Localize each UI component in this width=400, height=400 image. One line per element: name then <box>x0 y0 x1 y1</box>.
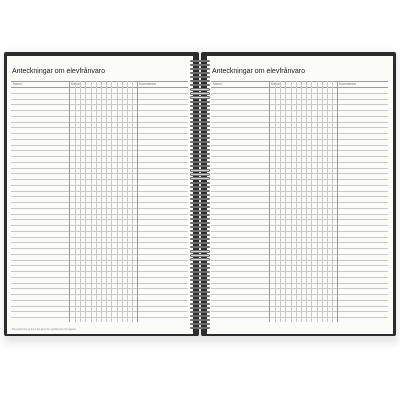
spiral-coil <box>190 295 210 297</box>
ruled-line <box>11 139 188 140</box>
grid-column-line <box>122 81 123 322</box>
ruled-line <box>11 179 188 180</box>
spiral-coil <box>190 186 210 188</box>
spiral-coil <box>190 153 210 155</box>
ruled-line <box>211 81 388 82</box>
grid-column-line <box>106 81 107 322</box>
spiral-coil <box>190 198 210 200</box>
ruled-line <box>211 237 388 238</box>
spiral-coil <box>190 88 210 90</box>
grid-column-line <box>317 81 318 322</box>
ruled-line <box>11 288 188 289</box>
ruled-line <box>211 168 388 169</box>
ruled-line <box>211 99 388 100</box>
ruled-line <box>211 110 388 111</box>
spiral-coil <box>190 319 210 321</box>
ruled-line <box>11 311 188 312</box>
spiral-coil <box>190 96 210 98</box>
left-col-datum: Datum <box>71 81 81 86</box>
grid-column-line <box>111 81 112 322</box>
ruled-line <box>11 283 188 284</box>
ruled-line <box>211 294 388 295</box>
ruled-line <box>211 317 388 318</box>
spiral-coil <box>190 291 210 293</box>
grid-column-line <box>91 81 92 322</box>
spiral-coil <box>190 121 210 123</box>
ruled-line <box>211 196 388 197</box>
left-page-title: Anteckningar om elevfrånvaro <box>12 68 105 75</box>
ruled-line <box>11 265 188 266</box>
ruled-line <box>11 202 188 203</box>
grid-column-line <box>280 81 281 322</box>
spiral-coil <box>190 238 210 240</box>
spiral-coil <box>190 92 210 94</box>
grid-column-line <box>101 81 102 322</box>
ruled-line <box>211 265 388 266</box>
ruled-line <box>11 242 188 243</box>
ruled-line <box>211 104 388 105</box>
ruled-line <box>211 214 388 215</box>
spiral-coil <box>190 287 210 289</box>
spiral-coil <box>190 68 210 70</box>
ruled-line <box>211 87 388 88</box>
ruled-line <box>11 208 188 209</box>
grid-column-line <box>75 81 76 322</box>
spiral-coil <box>190 149 210 151</box>
ruled-line <box>11 277 188 278</box>
ruled-line <box>11 225 188 226</box>
ruled-line <box>211 122 388 123</box>
spiral-coil <box>190 157 210 159</box>
ruled-line <box>11 162 188 163</box>
spiral-coil <box>190 242 210 244</box>
ruled-line <box>211 156 388 157</box>
spiral-coil <box>190 72 210 74</box>
spiral-coil <box>190 230 210 232</box>
ruled-line <box>211 116 388 117</box>
spiral-coil <box>190 177 210 179</box>
ruled-line <box>11 300 188 301</box>
ruled-line <box>211 219 388 220</box>
spiral-coil <box>190 275 210 277</box>
spiral-coil <box>190 283 210 285</box>
spiral-coil <box>190 105 210 107</box>
ruled-line <box>11 317 188 318</box>
ruled-line <box>211 133 388 134</box>
ruled-line <box>211 300 388 301</box>
ruled-line <box>11 248 188 249</box>
spiral-coil <box>190 246 210 248</box>
spiral-coil <box>190 315 210 317</box>
grid-column-line <box>306 81 307 322</box>
spiral-coil <box>190 169 210 171</box>
grid-column-line <box>291 81 292 322</box>
spiral-coil <box>190 190 210 192</box>
ruled-line <box>11 173 188 174</box>
spiral-coil <box>190 218 210 220</box>
ruled-line <box>211 179 388 180</box>
left-page-footer: På elevtimmar.se finns det även fler sjukfrånvaro till material <box>12 328 76 331</box>
left-page <box>7 56 193 334</box>
grid-column-line <box>80 81 81 322</box>
ruled-line <box>11 145 188 146</box>
spiral-binding-icon <box>186 60 214 332</box>
ruled-line <box>11 237 188 238</box>
left-col-kommentar: Kommentar <box>139 81 157 86</box>
ruled-line <box>211 93 388 94</box>
right-col-datum: Datum <box>271 81 281 86</box>
grid-column-line <box>301 81 302 322</box>
ruled-line <box>211 173 388 174</box>
grid-column-line <box>327 81 328 322</box>
spiral-coil <box>190 202 210 204</box>
spiral-coil <box>190 125 210 127</box>
grid-column-line <box>137 81 138 322</box>
grid-column-line <box>127 81 128 322</box>
spiral-coil <box>190 64 210 66</box>
ruled-line <box>11 219 188 220</box>
spiral-coil <box>190 222 210 224</box>
ruled-line <box>11 271 188 272</box>
ruled-line <box>11 116 188 117</box>
spiral-coil <box>190 303 210 305</box>
ruled-line <box>211 139 388 140</box>
spiral-coil <box>190 182 210 184</box>
ruled-line <box>11 110 188 111</box>
ruled-line <box>211 271 388 272</box>
spiral-coil <box>190 311 210 313</box>
spiral-coil <box>190 226 210 228</box>
spiral-coil <box>190 267 210 269</box>
spiral-coil <box>190 101 210 103</box>
ruled-line <box>211 225 388 226</box>
spiral-coil <box>190 113 210 115</box>
spiral-coil <box>190 165 210 167</box>
spiral-coil <box>190 299 210 301</box>
spiral-coil <box>190 84 210 86</box>
grid-column-line <box>96 81 97 322</box>
grid-column-line <box>269 81 270 322</box>
spiral-coil <box>190 234 210 236</box>
ruled-line <box>211 242 388 243</box>
ruled-line <box>11 294 188 295</box>
ruled-line <box>11 231 188 232</box>
grid-column-line <box>85 81 86 322</box>
ruled-line <box>11 150 188 151</box>
spiral-coil <box>190 206 210 208</box>
ruled-line <box>11 104 188 105</box>
ruled-line <box>211 185 388 186</box>
ruled-line <box>211 231 388 232</box>
ruled-line <box>11 93 188 94</box>
spiral-coil <box>190 258 210 260</box>
spiral-coil <box>190 210 210 212</box>
spiral-coil <box>190 173 210 175</box>
grid-column-line <box>332 81 333 322</box>
spiral-coil <box>190 137 210 139</box>
ruled-line <box>11 122 188 123</box>
spiral-coil <box>190 194 210 196</box>
spiral-coil <box>190 76 210 78</box>
grid-column-line <box>285 81 286 322</box>
ruled-line <box>11 87 188 88</box>
grid-column-line <box>296 81 297 322</box>
ruled-line <box>211 277 388 278</box>
ruled-line <box>211 283 388 284</box>
ruled-line <box>11 133 188 134</box>
ruled-line <box>211 306 388 307</box>
spiral-coil <box>190 133 210 135</box>
spiral-coil <box>190 327 210 329</box>
spiral-coil <box>190 279 210 281</box>
ruled-line <box>11 254 188 255</box>
spiral-coil <box>190 214 210 216</box>
left-page-grid <box>11 81 188 322</box>
ruled-line <box>11 260 188 261</box>
right-page <box>207 56 393 334</box>
ruled-line <box>211 162 388 163</box>
ruled-line <box>211 208 388 209</box>
spiral-coil <box>190 271 210 273</box>
ruled-line <box>211 311 388 312</box>
ruled-line <box>11 156 188 157</box>
ruled-line <box>11 168 188 169</box>
ruled-line <box>211 150 388 151</box>
spiral-coil <box>190 323 210 325</box>
right-col-kommentar: Kommentar <box>339 81 357 86</box>
spiral-coil <box>190 250 210 252</box>
grid-column-line <box>337 81 338 322</box>
ruled-line <box>11 99 188 100</box>
ruled-line <box>211 145 388 146</box>
right-page-title: Anteckningar om elevfrånvaro <box>212 68 305 75</box>
spiral-coil <box>190 109 210 111</box>
ruled-line <box>211 202 388 203</box>
ruled-line <box>11 127 188 128</box>
ruled-line <box>11 214 188 215</box>
spiral-coil <box>190 60 210 62</box>
spiral-coil <box>190 307 210 309</box>
spiral-coil <box>190 80 210 82</box>
spiral-coil <box>190 129 210 131</box>
ruled-line <box>11 306 188 307</box>
spiral-coil <box>190 161 210 163</box>
grid-column-line <box>311 81 312 322</box>
right-col-namn: Namn <box>213 81 222 86</box>
spiral-coil <box>190 254 210 256</box>
grid-column-line <box>322 81 323 322</box>
left-col-namn: Namn <box>13 81 22 86</box>
spiral-coil <box>190 141 210 143</box>
grid-column-line <box>69 81 70 322</box>
ruled-line <box>211 248 388 249</box>
spiral-coil <box>190 263 210 265</box>
grid-column-line <box>132 81 133 322</box>
right-page-grid <box>211 81 388 322</box>
ruled-line <box>211 288 388 289</box>
spiral-coil <box>190 145 210 147</box>
ruled-line <box>211 127 388 128</box>
grid-column-line <box>117 81 118 322</box>
ruled-line <box>11 185 188 186</box>
ruled-line <box>211 254 388 255</box>
ruled-line <box>11 191 188 192</box>
grid-column-line <box>275 81 276 322</box>
ruled-line <box>211 191 388 192</box>
ruled-line <box>211 260 388 261</box>
ruled-line <box>11 81 188 82</box>
ruled-line <box>11 196 188 197</box>
spiral-coil <box>190 117 210 119</box>
